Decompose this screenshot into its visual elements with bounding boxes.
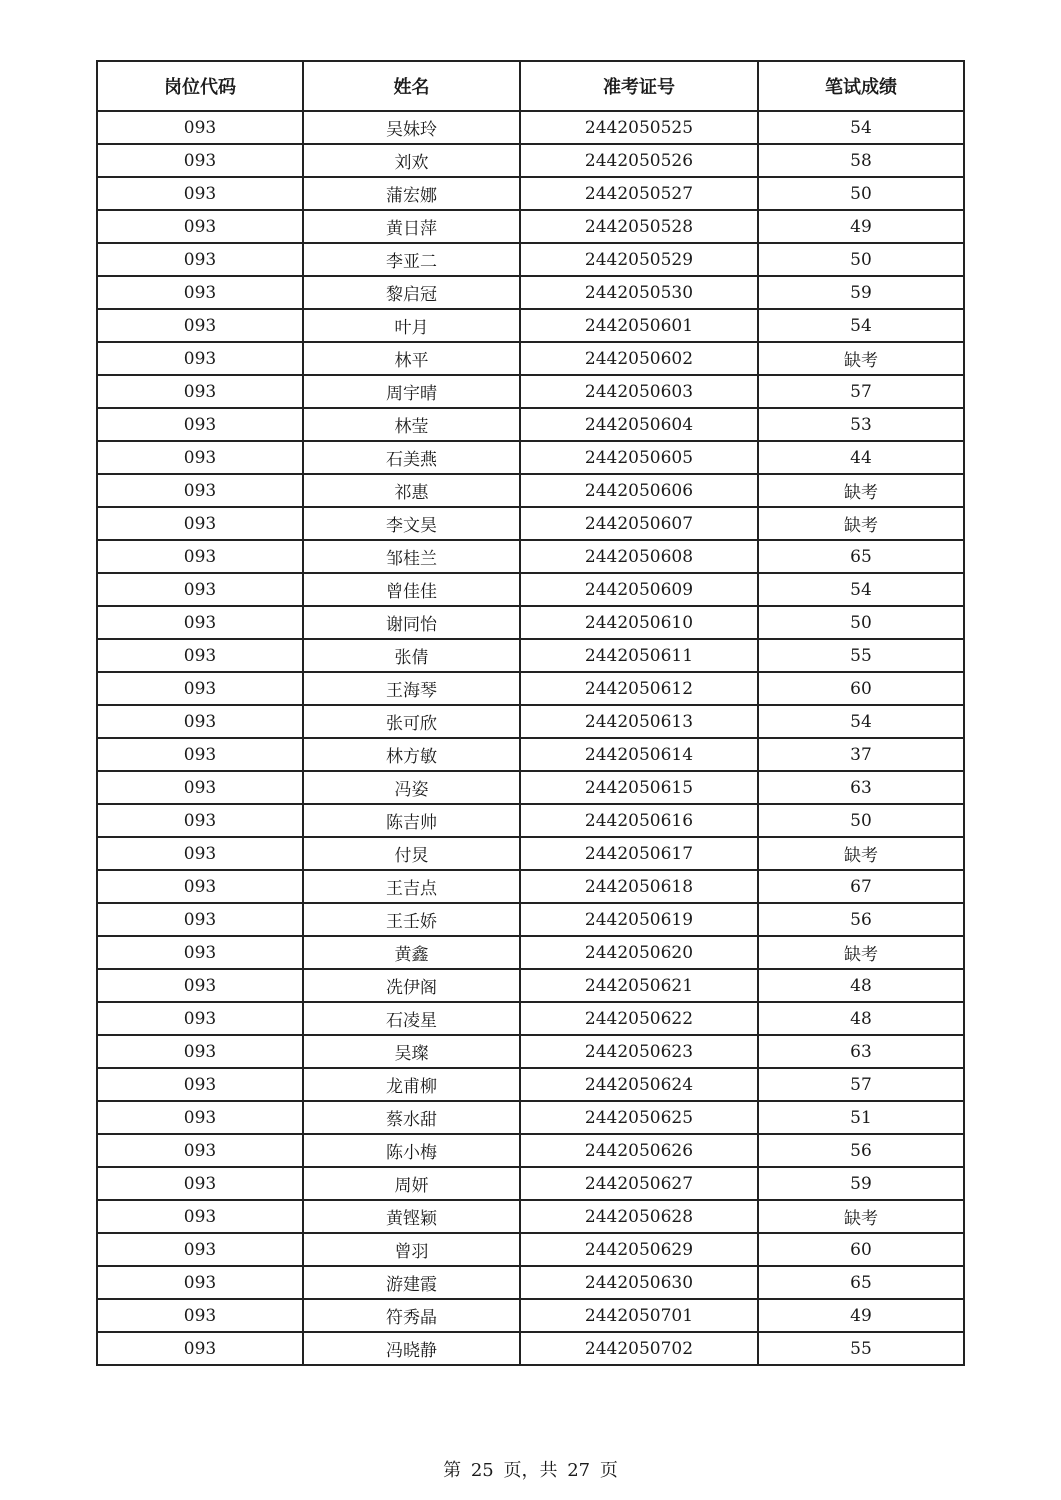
cell-position-code: 093	[97, 1332, 303, 1365]
cell-exam-number: 2442050526	[520, 144, 758, 177]
cell-name: 王吉点	[303, 870, 520, 903]
cell-position-code: 093	[97, 540, 303, 573]
cell-written-score: 缺考	[758, 507, 964, 540]
cell-exam-number: 2442050616	[520, 804, 758, 837]
table-row	[97, 507, 964, 540]
cell-written-score: 50	[758, 804, 964, 837]
cell-position-code: 093	[97, 474, 303, 507]
cell-written-score: 48	[758, 1002, 964, 1035]
cell-written-score: 48	[758, 969, 964, 1002]
cell-position-code: 093	[97, 375, 303, 408]
table-row	[97, 309, 964, 342]
cell-position-code: 093	[97, 1233, 303, 1266]
table-row	[97, 441, 964, 474]
cell-exam-number: 2442050607	[520, 507, 758, 540]
cell-position-code: 093	[97, 210, 303, 243]
cell-position-code: 093	[97, 870, 303, 903]
cell-position-code: 093	[97, 1200, 303, 1233]
page-footer	[0, 1456, 1061, 1482]
cell-name: 邹桂兰	[303, 540, 520, 573]
cell-exam-number: 2442050621	[520, 969, 758, 1002]
table-row	[97, 144, 964, 177]
cell-exam-number: 2442050528	[520, 210, 758, 243]
cell-name: 黄鑫	[303, 936, 520, 969]
cell-name: 黎启冠	[303, 276, 520, 309]
cell-name: 谢同怡	[303, 606, 520, 639]
cell-position-code: 093	[97, 1167, 303, 1200]
table-row	[97, 1035, 964, 1068]
cell-exam-number: 2442050527	[520, 177, 758, 210]
table-row	[97, 804, 964, 837]
table-row	[97, 1134, 964, 1167]
cell-exam-number: 2442050525	[520, 111, 758, 144]
cell-exam-number: 2442050603	[520, 375, 758, 408]
cell-name: 林莹	[303, 408, 520, 441]
cell-position-code: 093	[97, 639, 303, 672]
cell-name: 王壬娇	[303, 903, 520, 936]
cell-exam-number: 2442050609	[520, 573, 758, 606]
cell-name: 蔡水甜	[303, 1101, 520, 1134]
cell-position-code: 093	[97, 606, 303, 639]
table-row	[97, 705, 964, 738]
cell-name: 吴妹玲	[303, 111, 520, 144]
cell-written-score: 49	[758, 1299, 964, 1332]
cell-written-score: 缺考	[758, 837, 964, 870]
cell-written-score: 57	[758, 375, 964, 408]
table-row	[97, 540, 964, 573]
cell-name: 陈吉帅	[303, 804, 520, 837]
table-body	[97, 111, 964, 1365]
cell-position-code: 093	[97, 903, 303, 936]
cell-name: 蒲宏娜	[303, 177, 520, 210]
table-row	[97, 771, 964, 804]
header-position-code: 岗位代码	[97, 61, 303, 111]
footer-total-pages: 27	[567, 1460, 591, 1481]
score-table	[96, 60, 965, 1366]
table-row	[97, 408, 964, 441]
cell-position-code: 093	[97, 408, 303, 441]
footer-suffix: 页	[599, 1460, 618, 1481]
cell-position-code: 093	[97, 1101, 303, 1134]
cell-position-code: 093	[97, 111, 303, 144]
cell-written-score: 缺考	[758, 474, 964, 507]
table-row	[97, 903, 964, 936]
table-row	[97, 870, 964, 903]
table-row	[97, 1200, 964, 1233]
cell-name: 石凌星	[303, 1002, 520, 1035]
cell-written-score: 55	[758, 1332, 964, 1365]
cell-position-code: 093	[97, 804, 303, 837]
cell-written-score: 63	[758, 1035, 964, 1068]
cell-position-code: 093	[97, 672, 303, 705]
cell-name: 周宇晴	[303, 375, 520, 408]
header-name: 姓名	[303, 61, 520, 111]
cell-exam-number: 2442050614	[520, 738, 758, 771]
cell-exam-number: 2442050701	[520, 1299, 758, 1332]
cell-exam-number: 2442050620	[520, 936, 758, 969]
table-row	[97, 1101, 964, 1134]
cell-position-code: 093	[97, 276, 303, 309]
footer-middle: 页，共	[503, 1460, 558, 1481]
cell-position-code: 093	[97, 1299, 303, 1332]
cell-position-code: 093	[97, 573, 303, 606]
cell-exam-number: 2442050630	[520, 1266, 758, 1299]
header-written-score: 笔试成绩	[758, 61, 964, 111]
cell-exam-number: 2442050529	[520, 243, 758, 276]
cell-written-score: 50	[758, 243, 964, 276]
cell-exam-number: 2442050611	[520, 639, 758, 672]
header-exam-number: 准考证号	[520, 61, 758, 111]
table-row	[97, 1002, 964, 1035]
cell-position-code: 093	[97, 177, 303, 210]
cell-name: 冯姿	[303, 771, 520, 804]
cell-name: 周妍	[303, 1167, 520, 1200]
cell-name: 李亚二	[303, 243, 520, 276]
cell-position-code: 093	[97, 1002, 303, 1035]
cell-position-code: 093	[97, 936, 303, 969]
cell-position-code: 093	[97, 738, 303, 771]
cell-exam-number: 2442050606	[520, 474, 758, 507]
cell-exam-number: 2442050615	[520, 771, 758, 804]
cell-name: 龙甫柳	[303, 1068, 520, 1101]
cell-name: 祁惠	[303, 474, 520, 507]
cell-exam-number: 2442050604	[520, 408, 758, 441]
cell-name: 曾羽	[303, 1233, 520, 1266]
table-row	[97, 1266, 964, 1299]
cell-exam-number: 2442050623	[520, 1035, 758, 1068]
cell-name: 曾佳佳	[303, 573, 520, 606]
cell-position-code: 093	[97, 441, 303, 474]
cell-exam-number: 2442050602	[520, 342, 758, 375]
cell-name: 付炅	[303, 837, 520, 870]
table-header-row	[97, 61, 964, 111]
cell-exam-number: 2442050605	[520, 441, 758, 474]
cell-written-score: 65	[758, 1266, 964, 1299]
cell-exam-number: 2442050624	[520, 1068, 758, 1101]
cell-exam-number: 2442050627	[520, 1167, 758, 1200]
cell-written-score: 53	[758, 408, 964, 441]
cell-position-code: 093	[97, 771, 303, 804]
cell-written-score: 缺考	[758, 342, 964, 375]
table-row	[97, 276, 964, 309]
table-row	[97, 1167, 964, 1200]
cell-exam-number: 2442050530	[520, 276, 758, 309]
cell-exam-number: 2442050625	[520, 1101, 758, 1134]
cell-written-score: 57	[758, 1068, 964, 1101]
cell-written-score: 58	[758, 144, 964, 177]
cell-position-code: 093	[97, 1035, 303, 1068]
cell-exam-number: 2442050622	[520, 1002, 758, 1035]
cell-position-code: 093	[97, 1134, 303, 1167]
cell-position-code: 093	[97, 243, 303, 276]
cell-written-score: 44	[758, 441, 964, 474]
cell-exam-number: 2442050626	[520, 1134, 758, 1167]
table-row	[97, 1299, 964, 1332]
cell-name: 陈小梅	[303, 1134, 520, 1167]
cell-written-score: 56	[758, 1134, 964, 1167]
cell-written-score: 67	[758, 870, 964, 903]
table-row	[97, 837, 964, 870]
table-row	[97, 738, 964, 771]
table-row	[97, 969, 964, 1002]
cell-written-score: 50	[758, 177, 964, 210]
cell-written-score: 54	[758, 573, 964, 606]
cell-position-code: 093	[97, 837, 303, 870]
cell-written-score: 49	[758, 210, 964, 243]
table-row	[97, 573, 964, 606]
cell-exam-number: 2442050629	[520, 1233, 758, 1266]
table-row	[97, 672, 964, 705]
table-row	[97, 474, 964, 507]
cell-name: 张倩	[303, 639, 520, 672]
cell-written-score: 63	[758, 771, 964, 804]
cell-name: 林平	[303, 342, 520, 375]
cell-written-score: 54	[758, 309, 964, 342]
cell-exam-number: 2442050613	[520, 705, 758, 738]
cell-written-score: 缺考	[758, 1200, 964, 1233]
table-row	[97, 1233, 964, 1266]
table-row	[97, 243, 964, 276]
cell-name: 王海琴	[303, 672, 520, 705]
cell-written-score: 55	[758, 639, 964, 672]
cell-name: 吴璨	[303, 1035, 520, 1068]
cell-name: 符秀晶	[303, 1299, 520, 1332]
cell-position-code: 093	[97, 1266, 303, 1299]
cell-position-code: 093	[97, 342, 303, 375]
cell-name: 游建霞	[303, 1266, 520, 1299]
table-row	[97, 375, 964, 408]
table-row	[97, 210, 964, 243]
table-row	[97, 1068, 964, 1101]
footer-page-number: 25	[470, 1460, 494, 1481]
footer-prefix: 第	[443, 1460, 462, 1481]
cell-written-score: 65	[758, 540, 964, 573]
cell-exam-number: 2442050619	[520, 903, 758, 936]
table-row	[97, 1332, 964, 1365]
cell-exam-number: 2442050628	[520, 1200, 758, 1233]
cell-name: 石美燕	[303, 441, 520, 474]
cell-position-code: 093	[97, 705, 303, 738]
cell-position-code: 093	[97, 144, 303, 177]
cell-exam-number: 2442050702	[520, 1332, 758, 1365]
cell-exam-number: 2442050601	[520, 309, 758, 342]
cell-name: 张可欣	[303, 705, 520, 738]
cell-written-score: 50	[758, 606, 964, 639]
cell-exam-number: 2442050617	[520, 837, 758, 870]
cell-name: 冼伊阁	[303, 969, 520, 1002]
cell-name: 冯晓静	[303, 1332, 520, 1365]
cell-written-score: 60	[758, 1233, 964, 1266]
cell-written-score: 缺考	[758, 936, 964, 969]
table-row	[97, 177, 964, 210]
cell-name: 黄日萍	[303, 210, 520, 243]
table-row	[97, 639, 964, 672]
cell-exam-number: 2442050610	[520, 606, 758, 639]
cell-name: 黄铿颖	[303, 1200, 520, 1233]
cell-name: 叶月	[303, 309, 520, 342]
cell-name: 李文昊	[303, 507, 520, 540]
table-row	[97, 936, 964, 969]
cell-written-score: 37	[758, 738, 964, 771]
cell-written-score: 54	[758, 111, 964, 144]
cell-name: 刘欢	[303, 144, 520, 177]
cell-written-score: 56	[758, 903, 964, 936]
cell-exam-number: 2442050612	[520, 672, 758, 705]
table-row	[97, 342, 964, 375]
cell-position-code: 093	[97, 309, 303, 342]
cell-written-score: 54	[758, 705, 964, 738]
cell-name: 林方敏	[303, 738, 520, 771]
cell-written-score: 59	[758, 276, 964, 309]
cell-position-code: 093	[97, 1068, 303, 1101]
cell-written-score: 51	[758, 1101, 964, 1134]
cell-written-score: 60	[758, 672, 964, 705]
table-row	[97, 111, 964, 144]
table-row	[97, 606, 964, 639]
cell-written-score: 59	[758, 1167, 964, 1200]
cell-position-code: 093	[97, 507, 303, 540]
cell-position-code: 093	[97, 969, 303, 1002]
cell-exam-number: 2442050618	[520, 870, 758, 903]
cell-exam-number: 2442050608	[520, 540, 758, 573]
